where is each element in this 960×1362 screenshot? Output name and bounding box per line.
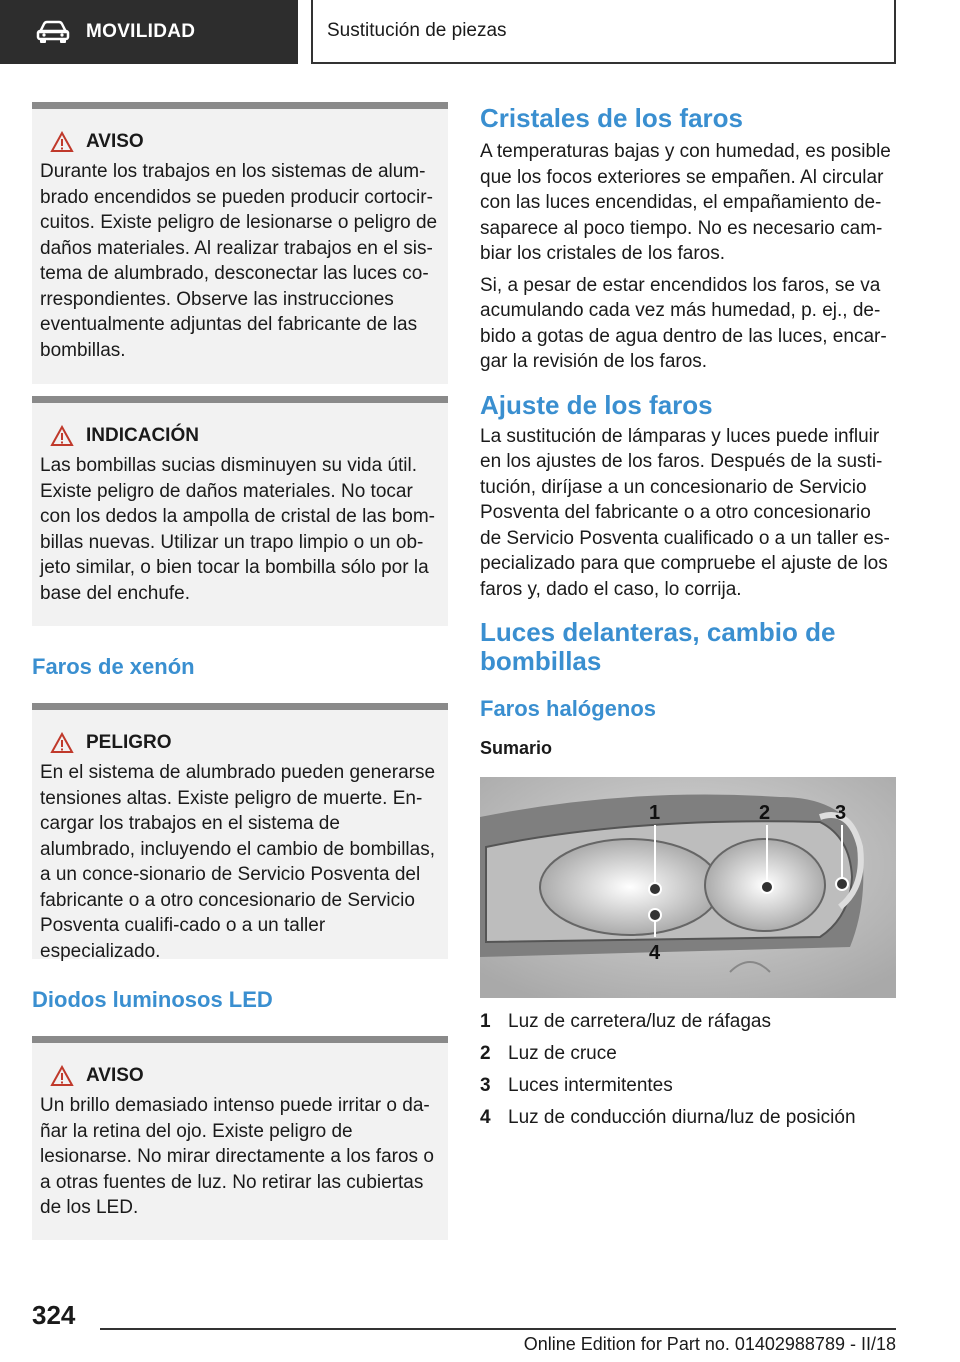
warning-box-aviso-1 bbox=[32, 102, 448, 384]
legend-number: 1 bbox=[480, 1011, 491, 1032]
heading-line: Luces delanteras, cambio de bbox=[480, 617, 836, 647]
legend-label: Luz de carretera/luz de ráfagas bbox=[508, 1011, 771, 1032]
left-column bbox=[32, 102, 448, 1240]
subheading-sumario: Sumario bbox=[480, 738, 553, 758]
figure-label-3: 3 bbox=[835, 802, 847, 824]
heading-faros-halogenos: Faros halógenos bbox=[480, 696, 657, 721]
edition-note: Online Edition for Part no. 01402988789 - II/18 bbox=[523, 1334, 896, 1354]
warning-triangle-icon bbox=[50, 732, 74, 754]
section-title: MOVILIDAD bbox=[86, 21, 196, 42]
heading-diodos-led: Diodos luminosos LED bbox=[32, 987, 273, 1012]
heading-cristales-faros: Cristales de los faros bbox=[480, 103, 743, 133]
footer-divider bbox=[100, 1328, 896, 1330]
warning-text: Las bombillas sucias disminuyen su vida útil. Existe peligro de daños materiales. No tocar con los dedos la ampolla de cristal de las bom-billas nuevas. Utilizar un trapo limpio o un ob-jeto similar, o bien tocar la bombilla sólo por la base del enchufe. bbox=[40, 455, 435, 604]
heading-luces-delanteras bbox=[480, 618, 896, 676]
figure-label-2: 2 bbox=[759, 802, 771, 824]
list-item bbox=[480, 1102, 896, 1134]
legend-list bbox=[480, 1006, 896, 1134]
figure-label-4: 4 bbox=[649, 942, 661, 964]
warning-triangle-icon bbox=[50, 425, 74, 447]
figure-label-1: 1 bbox=[649, 802, 661, 824]
list-item bbox=[480, 1070, 896, 1102]
legend-number: 3 bbox=[480, 1075, 491, 1096]
warning-title: AVISO bbox=[86, 1065, 144, 1086]
legend-number: 2 bbox=[480, 1043, 491, 1064]
chapter-title: Sustitución de piezas bbox=[327, 20, 507, 41]
warning-triangle-icon bbox=[50, 131, 74, 153]
heading-ajuste-faros: Ajuste de los faros bbox=[480, 389, 713, 420]
headlight-illustration bbox=[480, 777, 896, 998]
right-column bbox=[480, 102, 896, 1134]
warning-title: PELIGRO bbox=[86, 732, 172, 753]
warning-text: Durante los trabajos en los sistemas de alum-brado encendidos se pueden producir cortocir-cuitos. Existe peligro de lesionarse o peligro de daños materiales. Al realizar trabajos en el sis-tema de alumbrado, desconectar las luces co-rrespondientes. Observe las instrucciones eventualmente adjuntas del fabricante de las bombillas. bbox=[40, 161, 438, 361]
warning-triangle-icon bbox=[50, 1065, 74, 1087]
paragraph: A temperaturas bajas y con humedad, es posible que los focos exteriores se empañen. Al circular con las luces encendidas, el empañamiento de-saparece al poco tiempo. No es necesario cam-biar los cristales de los faros. bbox=[480, 141, 891, 264]
legend-label: Luces intermitentes bbox=[508, 1075, 673, 1096]
warning-title: AVISO bbox=[86, 131, 144, 152]
warning-text: Un brillo demasiado intenso puede irritar o da-ñar la retina del ojo. Existe peligro de lesionarse. No mirar directamente a los faros o a otras fuentes de luz. No retirar las cubiertas de los LED. bbox=[40, 1095, 434, 1218]
section-tab bbox=[0, 0, 298, 64]
warning-box-peligro bbox=[32, 703, 448, 962]
car-icon bbox=[36, 20, 70, 44]
warning-text: En el sistema de alumbrado pueden generarse tensiones altas. Existe peligro de muerte. En-cargar los trabajos en el sistema de alumbrado, incluyendo el cambio de bombillas, a un conce-sionario de Servicio Posventa del fabricante o a otro concesionario de Servicio Posventa cualifi-cado o a un taller especializado. bbox=[40, 762, 436, 962]
list-item bbox=[480, 1038, 896, 1070]
warning-title: INDICACIÓN bbox=[86, 425, 199, 446]
legend-label: Luz de conducción diurna/luz de posición bbox=[508, 1107, 856, 1128]
legend-number: 4 bbox=[480, 1107, 491, 1128]
headlight-figure bbox=[480, 777, 896, 998]
warning-box-aviso-2 bbox=[32, 1036, 448, 1240]
chapter-header bbox=[311, 0, 896, 64]
page-number: 324 bbox=[32, 1300, 76, 1330]
paragraph: La sustitución de lámparas y luces puede influir en los ajustes de los faros. Después de la susti-tución, diríjase a un concesionario de Servicio Posventa del fabricante o a otro concesionario de Servicio Posventa cualificado o a un taller es-pecializado para que compruebe el ajuste de los faros y, dado el caso, lo corrija. bbox=[480, 425, 890, 600]
heading-faros-xenon: Faros de xenón bbox=[32, 654, 195, 679]
list-item bbox=[480, 1006, 896, 1038]
legend-label: Luz de cruce bbox=[508, 1043, 617, 1064]
warning-box-indicacion bbox=[32, 396, 448, 626]
paragraph: Si, a pesar de estar encendidos los faros, se va acumulando cada vez más humedad, p. ej., de-bido a gotas de agua dentro de las luces, encar-gar la revisión de los faros. bbox=[480, 274, 887, 372]
heading-line: bombillas bbox=[480, 646, 602, 676]
